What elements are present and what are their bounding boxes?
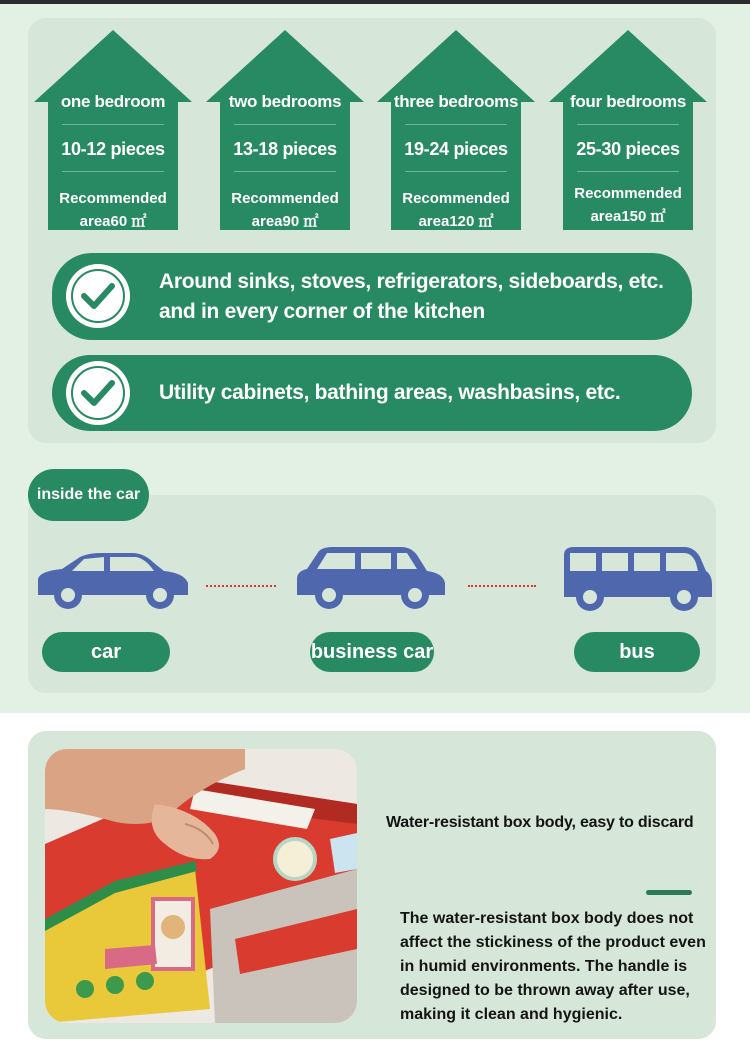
card-separator (234, 171, 336, 172)
house-card-one-bedroom (34, 30, 192, 230)
vehicle-label-bus: bus (574, 632, 700, 672)
recommended-area (34, 187, 192, 233)
room-type-label: one bedroom (60, 92, 166, 111)
recommended-label: Recommended (574, 185, 682, 202)
card-separator (62, 171, 164, 172)
recommended-label: Recommended (59, 190, 167, 207)
house-card-three-bedrooms (377, 30, 535, 230)
room-recommendation-panel (28, 18, 716, 443)
room-type-label: three bedrooms (393, 92, 519, 111)
pieces-count: 13-18 pieces (233, 139, 337, 159)
recommended-label: Recommended (231, 190, 339, 207)
business-car-icon (293, 543, 449, 613)
vehicle-panel (28, 495, 716, 693)
title-divider (646, 890, 692, 895)
card-separator (577, 124, 679, 125)
car-icon (32, 547, 192, 611)
box-feature-description: The water-resistant box body does not affect the stickiness of the product even in humid environments. The handle is designed to be thrown away after use, making it clean and hygienic. (400, 910, 706, 1023)
inside-the-car-badge: inside the car (28, 469, 149, 521)
checkmark-circle-icon (66, 264, 130, 328)
top-divider-line (0, 0, 750, 4)
vehicle-label-car: car (42, 632, 170, 672)
recommended-label: Recommended (402, 190, 510, 207)
pieces-count: 25-30 pieces (576, 139, 680, 159)
card-separator (405, 124, 507, 125)
area-value: area90 ㎡ (251, 213, 319, 230)
house-card-two-bedrooms (206, 30, 364, 230)
pieces-count: 19-24 pieces (404, 139, 508, 159)
vehicle-label-business-car: business car (310, 632, 434, 672)
bus-icon (560, 543, 716, 613)
card-separator (62, 124, 164, 125)
area-value: area60 ㎡ (79, 213, 147, 230)
product-photo (45, 749, 357, 1023)
recommended-area (377, 187, 535, 233)
sticky-trap-house-image (45, 749, 357, 1023)
kitchen-use-line-2: and in every corner of the kitchen (159, 300, 485, 323)
room-type-label: four bedrooms (569, 92, 687, 111)
kitchen-use-text (159, 267, 664, 327)
recommended-area (549, 182, 707, 228)
house-card-four-bedrooms (549, 30, 707, 230)
recommended-area (206, 187, 364, 233)
dotted-connector (468, 585, 536, 587)
box-feature-panel (28, 731, 716, 1039)
checkmark-circle-icon (66, 361, 130, 425)
card-separator (234, 124, 336, 125)
pieces-count: 10-12 pieces (61, 139, 165, 159)
dotted-connector (206, 585, 276, 587)
card-separator (405, 171, 507, 172)
kitchen-use-bar (52, 253, 692, 340)
room-type-label: two bedrooms (228, 92, 342, 111)
box-feature-title: Water-resistant box body, easy to discard (386, 814, 694, 831)
box-feature-section (0, 713, 750, 1049)
kitchen-use-line-1: Around sinks, stoves, refrigerators, sideboards, etc. (159, 270, 664, 293)
area-value: area120 ㎡ (418, 213, 494, 230)
area-value: area150 ㎡ (590, 208, 666, 225)
card-separator (577, 171, 679, 172)
utility-use-bar (52, 355, 692, 431)
utility-use-text: Utility cabinets, bathing areas, washbasins, etc. (159, 381, 621, 404)
